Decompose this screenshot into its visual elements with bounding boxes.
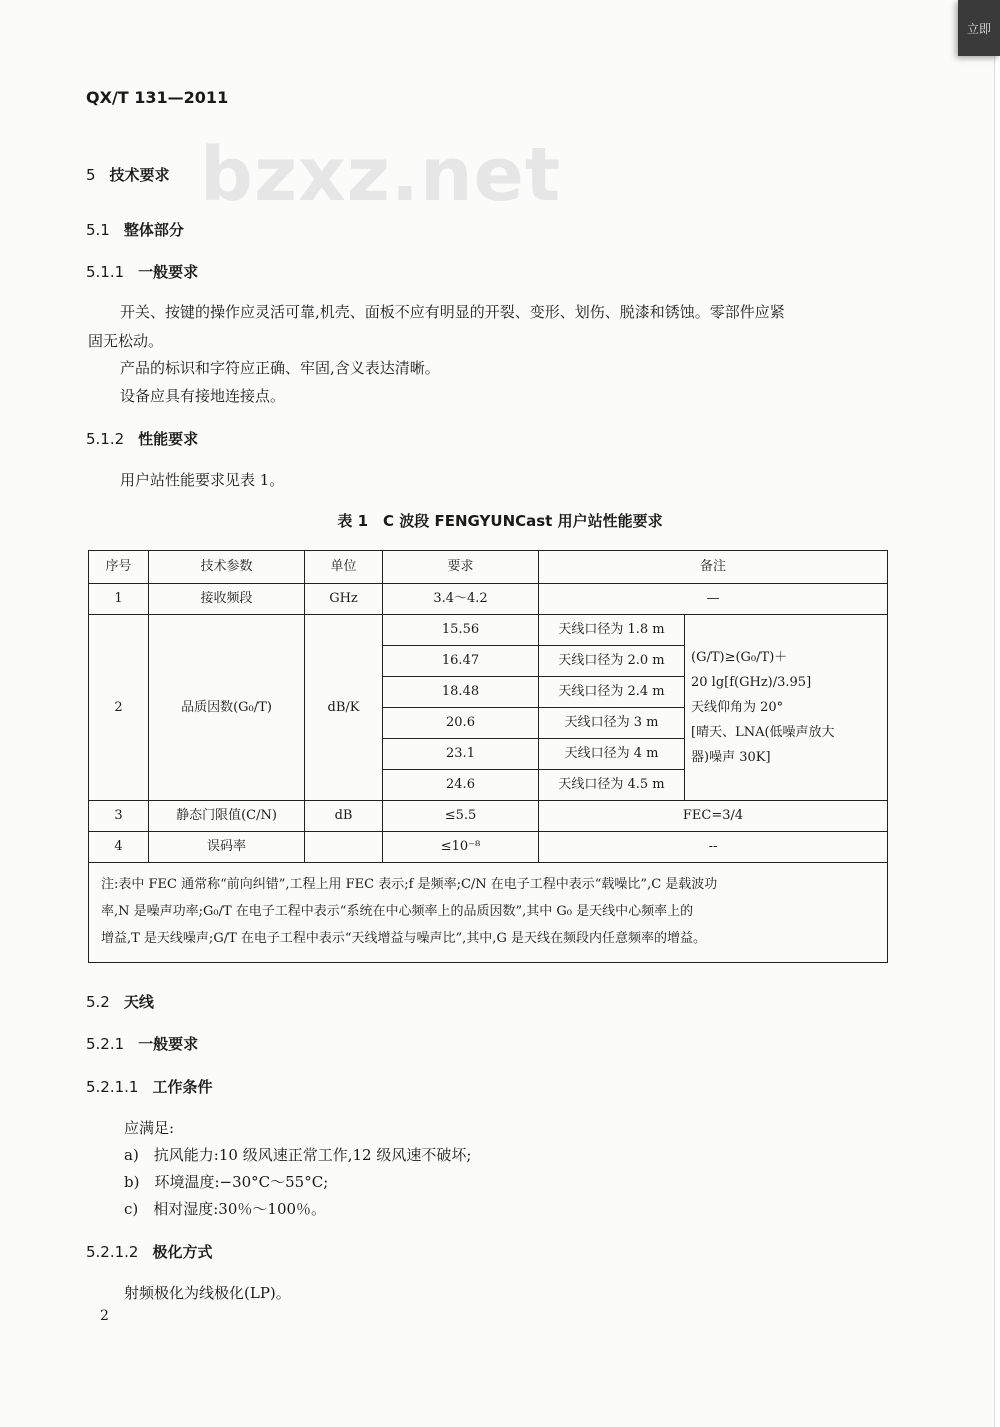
table-note-row [89,863,888,963]
table-cell: dB/K [305,615,383,801]
heading-5-2 [86,991,154,1012]
note-line: 注:表中 FEC 通常称“前向纠错”,工程上用 FEC 表示;f 是频率;C/N 在电子工程中表示“载噪比”,C 是载波功 [101,877,718,892]
table-cell: 15.56 [383,615,539,646]
heading-title: 性能要求 [138,430,199,448]
table-cell: 天线口径为 2.4 m [539,677,685,708]
heading-number: 5.2 [86,993,110,1011]
remark-line: 20 lg[f(GHz)/3.95] [691,675,812,690]
table-cell: 4 [89,832,149,863]
heading-title: 天线 [123,993,154,1011]
watermark: bzxz.net [200,132,562,218]
remark-line: 天线仰角为 20° [691,700,784,715]
table-cell: ≤10⁻⁸ [383,832,539,863]
note-line: 增益,T 是天线噪声;G/T 在电子工程中表示“天线增益与噪声比”,其中,G 是天线在频段内任意频率的增益。 [101,931,706,946]
table-cell: 2 [89,615,149,801]
table-header-cell: 序号 [89,551,149,584]
heading-5-1-1 [86,261,198,282]
table-header-cell: 要求 [383,551,539,584]
heading-5-2-1 [86,1033,198,1054]
heading-5-1 [86,219,184,240]
paragraph: 固无松动。 [88,332,164,350]
table-row [89,584,888,615]
table-cell: 3.4～4.2 [383,584,539,615]
heading-5-2-1-1 [86,1076,213,1097]
table-cell: 接收频段 [149,584,305,615]
table-cell: 品质因数(G₀/T) [149,615,305,801]
heading-title: 极化方式 [152,1243,213,1261]
table-row [89,801,888,832]
paragraph: 设备应具有接地连接点。 [120,387,286,405]
heading-title: 整体部分 [123,221,184,239]
heading-title: 技术要求 [109,166,170,184]
table-cell: 23.1 [383,739,539,770]
list-item: b) 环境温度:−30°C～55°C; [124,1173,329,1191]
table-cell: 天线口径为 4 m [539,739,685,770]
table-note [89,863,888,963]
table-cell: ≤5.5 [383,801,539,832]
table-row [89,832,888,863]
heading-5-2-1-2 [86,1241,213,1262]
list-item: a) 抗风能力:10 级风速正常工作,12 级风速不破坏; [124,1146,472,1164]
remark-line: (G/T)≥(G₀/T)＋ [691,650,788,665]
heading-title: 一般要求 [138,263,199,281]
remark-cell [685,615,888,801]
heading-number: 5.2.1 [86,1035,125,1053]
heading-number: 5.2.1.2 [86,1243,139,1261]
table-cell: — [539,584,888,615]
corner-action-button[interactable]: 立即 [958,0,1000,56]
table-cell: 天线口径为 2.0 m [539,646,685,677]
table-header-cell: 技术参数 [149,551,305,584]
table-header-row [89,551,888,584]
table-cell: 静态门限值(C/N) [149,801,305,832]
remark-line: [晴天、LNA(低噪声放大 [691,725,835,740]
table-cell: 20.6 [383,708,539,739]
table-cell: -- [539,832,888,863]
heading-title: 一般要求 [138,1035,199,1053]
heading-5-1-2 [86,428,198,449]
table-cell: FEC=3/4 [539,801,888,832]
paragraph: 开关、按键的操作应灵活可靠,机壳、面板不应有明显的开裂、变形、划伤、脱漆和锈蚀。零部件应紧 [120,303,785,321]
heading-number: 5.2.1.1 [86,1078,139,1096]
paragraph: 射频极化为线极化(LP)。 [124,1284,291,1302]
document-header: QX/T 131—2011 [86,88,229,107]
paragraph: 产品的标识和字符应正确、牢固,含义表达清晰。 [120,359,440,377]
table-cell: 16.47 [383,646,539,677]
heading-number: 5.1.1 [86,263,125,281]
table-cell: 天线口径为 4.5 m [539,770,685,801]
paragraph: 应满足: [124,1119,175,1137]
table-row [89,615,888,646]
page-number: 2 [100,1308,109,1324]
table-cell: 3 [89,801,149,832]
heading-number: 5.1 [86,221,110,239]
note-line: 率,N 是噪声功率;G₀/T 在电子工程中表示“系统在中心频率上的品质因数”,其中 G₀ 是天线中心频率上的 [101,904,694,919]
table-cell [305,832,383,863]
table-caption: 表 1 C 波段 FENGYUNCast 用户站性能要求 [337,512,663,530]
table-header-cell: 单位 [305,551,383,584]
table-header-cell: 备注 [539,551,888,584]
table-cell: dB [305,801,383,832]
table-cell: GHz [305,584,383,615]
heading-number: 5 [86,166,96,184]
heading-5 [86,164,170,185]
heading-number: 5.1.2 [86,430,125,448]
heading-title: 工作条件 [152,1078,213,1096]
list-item: c) 相对湿度:30％～100％。 [124,1200,327,1218]
table-cell: 误码率 [149,832,305,863]
table-cell: 1 [89,584,149,615]
table-cell: 24.6 [383,770,539,801]
performance-table [88,550,888,963]
remark-line: 器)噪声 30K] [691,750,771,765]
table-cell: 天线口径为 3 m [539,708,685,739]
paragraph: 用户站性能要求见表 1。 [120,471,285,489]
table-cell: 18.48 [383,677,539,708]
table-cell: 天线口径为 1.8 m [539,615,685,646]
